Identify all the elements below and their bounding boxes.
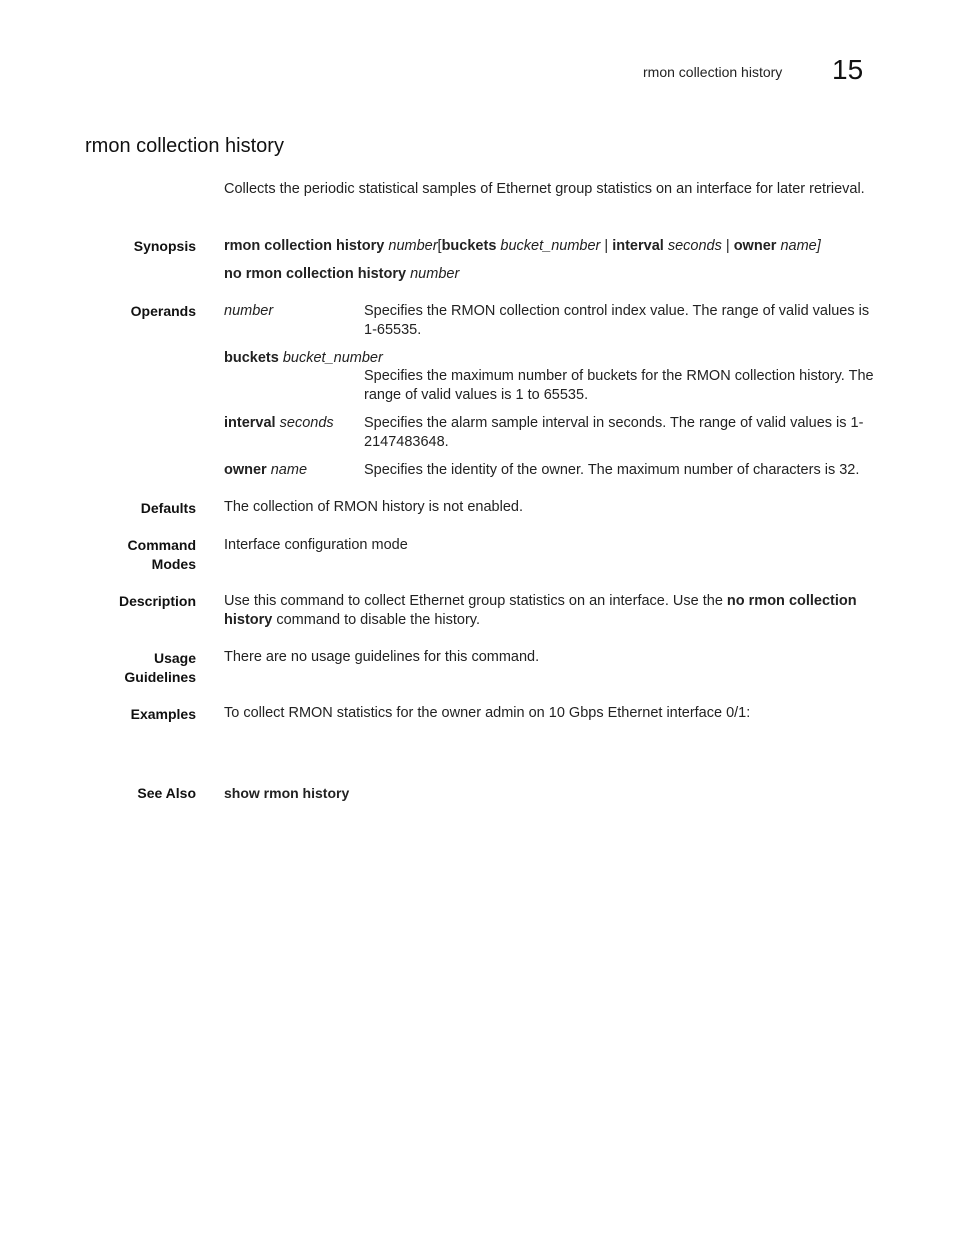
command-modes-label xyxy=(128,536,196,574)
synopsis-label: Synopsis xyxy=(133,238,196,254)
label-line: Command xyxy=(127,537,196,553)
description-text xyxy=(224,592,874,630)
operand-term xyxy=(224,349,383,368)
description-command-part-1: no rmon collection xyxy=(726,593,857,609)
separator: | xyxy=(604,238,609,254)
operand-term xyxy=(224,461,307,480)
operand-term xyxy=(224,414,334,433)
description-label: Description xyxy=(118,593,196,609)
synopsis-buckets-keyword: buckets xyxy=(441,238,497,254)
examples-label: Examples xyxy=(130,706,196,722)
operand-description: Specifies the maximum number of buckets for the RMON collection history. The range of valid values is 1 to 65535. xyxy=(364,368,874,403)
operand-keyword: buckets xyxy=(224,350,279,366)
operand-arg: seconds xyxy=(279,415,334,431)
command-modes-text: Interface configuration mode xyxy=(224,537,408,553)
operand-description: Specifies the RMON collection control index value. The range of valid values is 1-65535. xyxy=(364,303,870,338)
operand-arg: number xyxy=(224,303,274,319)
label-line: Usage xyxy=(153,650,196,666)
operand-keyword: owner xyxy=(224,462,267,478)
bracket-open: [ xyxy=(437,238,442,254)
synopsis-owner-keyword: owner xyxy=(733,238,777,254)
synopsis-no-command: no rmon collection history xyxy=(224,266,407,282)
defaults-label: Defaults xyxy=(140,500,196,516)
operand-arg: name xyxy=(270,462,308,478)
usage-guidelines-label xyxy=(124,649,196,687)
running-header-title: rmon collection history xyxy=(643,64,783,80)
synopsis-interval-arg: seconds xyxy=(667,238,722,254)
operand-arg: bucket_number xyxy=(282,350,383,366)
label-line: Guidelines xyxy=(124,669,196,685)
label-line: Modes xyxy=(151,556,196,572)
synopsis-line-1 xyxy=(224,237,874,256)
synopsis-no-arg: number xyxy=(410,266,460,282)
see-also-label: See Also xyxy=(137,785,196,801)
examples-text: To collect RMON statistics for the owner admin on 10 Gbps Ethernet interface 0/1: xyxy=(224,705,751,721)
chapter-number: 15 xyxy=(832,54,864,85)
page-title: rmon collection history xyxy=(85,135,284,157)
description-command-part-2: history xyxy=(224,612,273,628)
intro-paragraph: Collects the periodic statistical samples of Ethernet group statistics on an interface for later retrieval. xyxy=(224,181,865,197)
operand-description: Specifies the alarm sample interval in seconds. The range of valid values is 1-2147483648. xyxy=(364,415,864,450)
operands-label: Operands xyxy=(130,303,196,319)
synopsis-line-2 xyxy=(224,265,874,284)
description-after: command to disable the history. xyxy=(272,612,481,628)
see-also-link[interactable]: show rmon history xyxy=(224,785,350,801)
description-before: Use this command to collect Ethernet group statistics on an interface. Use the xyxy=(224,593,727,609)
synopsis-owner-arg: name] xyxy=(780,238,821,254)
synopsis-interval-keyword: interval xyxy=(612,238,664,254)
synopsis-arg-number: number xyxy=(388,238,438,254)
operand-description: Specifies the identity of the owner. The maximum number of characters is 32. xyxy=(364,462,860,478)
separator: | xyxy=(725,238,730,254)
synopsis-buckets-arg: bucket_number xyxy=(500,238,601,254)
defaults-text: The collection of RMON history is not enabled. xyxy=(224,499,523,515)
usage-guidelines-text: There are no usage guidelines for this command. xyxy=(224,649,540,665)
operand-keyword: interval xyxy=(224,415,276,431)
synopsis-command: rmon collection history xyxy=(224,238,385,254)
operand-term xyxy=(224,302,273,321)
